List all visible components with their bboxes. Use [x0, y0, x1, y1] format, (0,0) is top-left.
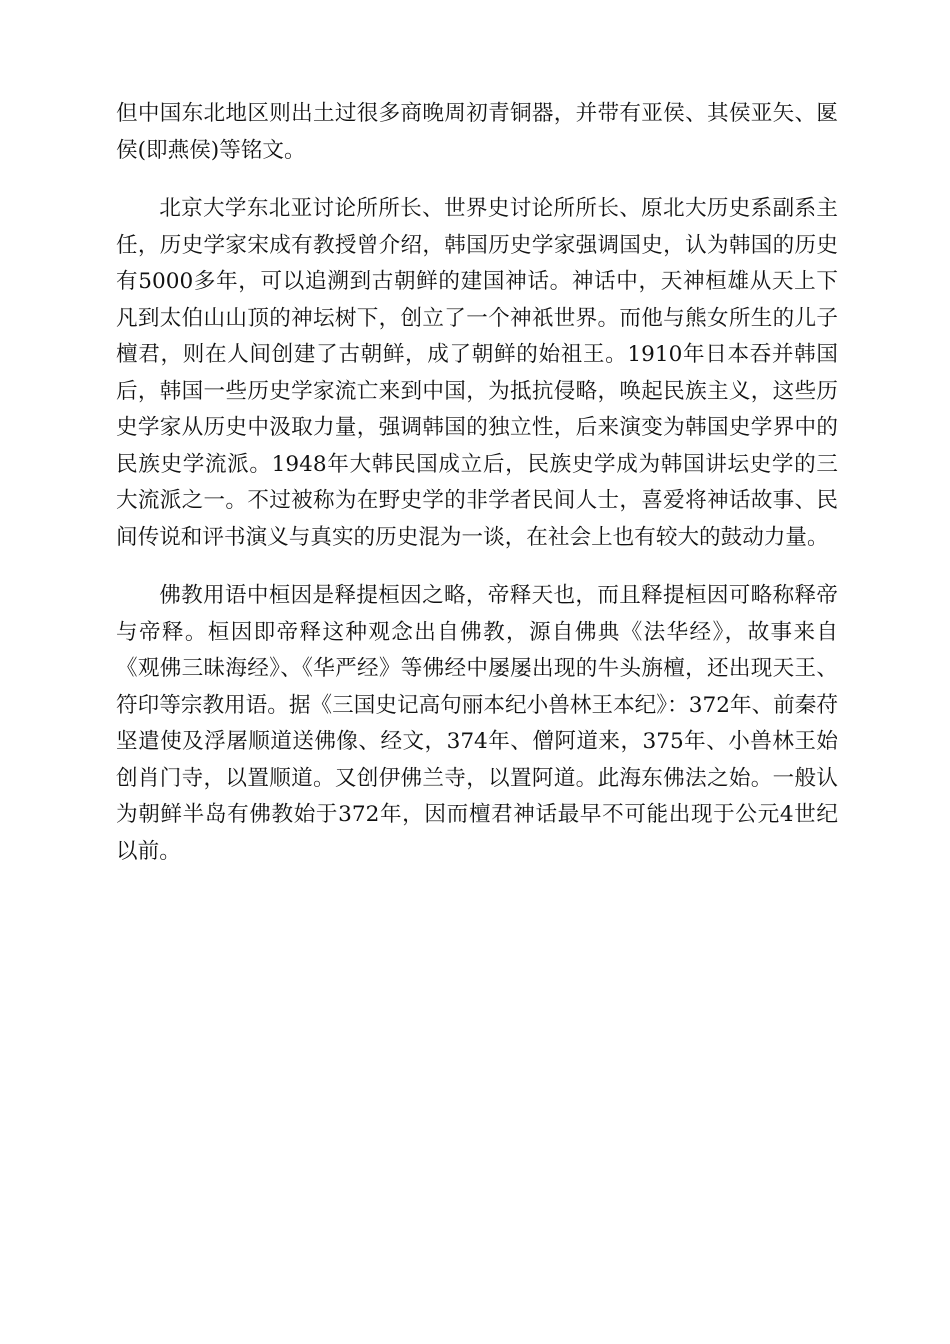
paragraph-korean-history: 北京大学东北亚讨论所所长、世界史讨论所所长、原北大历史系副系主任，历史学家宋成有教授曾介绍，韩国历史学家强调国史，认为韩国的历史有5000多年，可以追溯到古朝鲜的建国神话。神话中，天神桓雄从天上下凡到太伯山山顶的神坛树下，创立了一个神祇世界。而他与熊女所生的儿子檀君，则在人间创建了古朝鲜，成了朝鲜的始祖王。1910年日本吞并韩国后，韩国一些历史学家流亡来到中国，为抵抗侵略，唤起民族主义，这些历史学家从历史中汲取力量，强调韩国的独立性，后来演变为韩国史学界中的民族史学流派。1948年大韩民国成立后，民族史学成为韩国讲坛史学的三大流派之一。不过被称为在野史学的非学者民间人士，喜爱将神话故事、民间传说和评书演义与真实的历史混为一谈，在社会上也有较大的鼓动力量。: [116, 196, 838, 550]
paragraph-continuation: 但中国东北地区则出土过很多商晚周初青铜器，并带有亚侯、其侯亚矢、匽侯(即燕侯)等铭文。: [116, 101, 838, 163]
document-body: [116, 96, 838, 892]
paragraph-buddhism: 佛教用语中桓因是释提桓因之略，帝释天也，而且释提桓因可略称释帝与帝释。桓因即帝释这种观念出自佛教，源自佛典《法华经》，故事来自《观佛三昧海经》、《华严经》等佛经中屡屡出现的牛头旃檀，还出现天王、符印等宗教用语。据《三国史记高句丽本纪小兽林王本纪》：372年、前秦苻坚遣使及浮屠顺道送佛像、经文，374年、僧阿道来，375年、小兽林王始创肖门寺，以置顺道。又创伊佛兰寺，以置阿道。此海东佛法之始。一般认为朝鲜半岛有佛教始于372年，因而檀君神话最早不可能出现于公元4世纪以前。: [116, 583, 838, 864]
